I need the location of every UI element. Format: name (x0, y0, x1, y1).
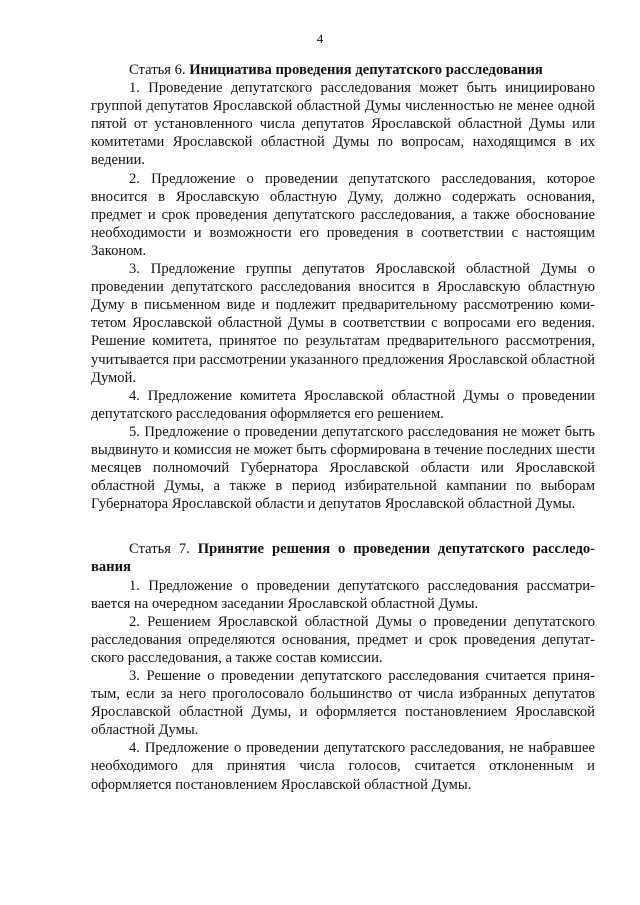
article-6 (91, 61, 595, 513)
article-6-paragraph-4: 4. Предложение комитета Ярославской областной Думы о проведении депутатского расследования оформляется его решением. (91, 387, 595, 422)
article-7-paragraph-2: 2. Решением Ярославской областной Думы о проведении депутатского расследования определяются основания, предмет и срок проведения депутатского расследования, а также состав комиссии. (91, 613, 595, 666)
article-7-paragraph-3: 3. Решение о проведении депутатского расследования считается принятым, если за него проголосовало большинство от числа избранных депутатов Ярославской областной Думы, и оформляется постановлением Ярославской областной Думы. (91, 668, 595, 739)
article-7-label: Статья 7. (129, 541, 198, 558)
article-6-paragraph-5: 5. Предложение о проведении депутатского расследования не может быть выдвинуто и комиссия не может быть сформирована в течение последних шести месяцев полномочий Губернатора Ярославской области или Ярославской областной Думы, а также в период избирательной кампании по выборам Губернатора Ярославской области и депутатов Ярославской областной Думы. (91, 423, 595, 513)
article-7-paragraph-4: 4. Предложение о проведении депутатского расследования, не набравшее необходимого для принятия числа голосов, считается отклоненным и оформляется постановлением Ярославской областной Думы. (91, 740, 595, 793)
article-6-paragraph-3: 3. Предложение группы депутатов Ярославской областной Думы о проведении депутатского расследования вносится в Ярославскую областную Думу в письменном виде и подлежит предварительному рассмотрению комитетом Ярославской областной Думы в соответствии с вопросами его ведения. Решение комитета, принятое по результатам предварительного рассмотрения, учитывается при рассмотрении указанного предложения Ярославской областной Думой. (91, 261, 595, 386)
article-6-paragraph-1: 1. Проведение депутатского расследования может быть инициировано группой депутатов Ярославской областной Думы численностью не менее одной пятой от установленного числа депутатов Ярославской областной Думы или комитетами Ярославской областной Думы по вопросам, находящимся в их ведении. (91, 80, 595, 169)
article-6-heading (91, 61, 595, 79)
article-7 (91, 540, 595, 793)
article-7-heading (91, 540, 595, 576)
page-number: 4 (316, 31, 324, 46)
article-7-title: Принятие решения о проведении депутатского расследования (91, 541, 596, 576)
document-body (91, 61, 595, 794)
article-6-label: Статья 6. (129, 62, 190, 78)
article-7-paragraph-1: 1. Предложение о проведении депутатского расследования рассматривается на очередном заседании Ярославской областной Думы. (91, 577, 595, 612)
article-6-paragraph-2: 2. Предложение о проведении депутатского расследования, которое вносится в Ярославскую областную Думу, должно содержать основания, предмет и срок проведения депутатского расследования, а также обоснование необходимости и возможности его проведения в соответствии с настоящим Законом. (91, 170, 595, 259)
article-6-title: Инициатива проведения депутатского расследования (189, 62, 543, 78)
article-spacer (91, 513, 595, 540)
